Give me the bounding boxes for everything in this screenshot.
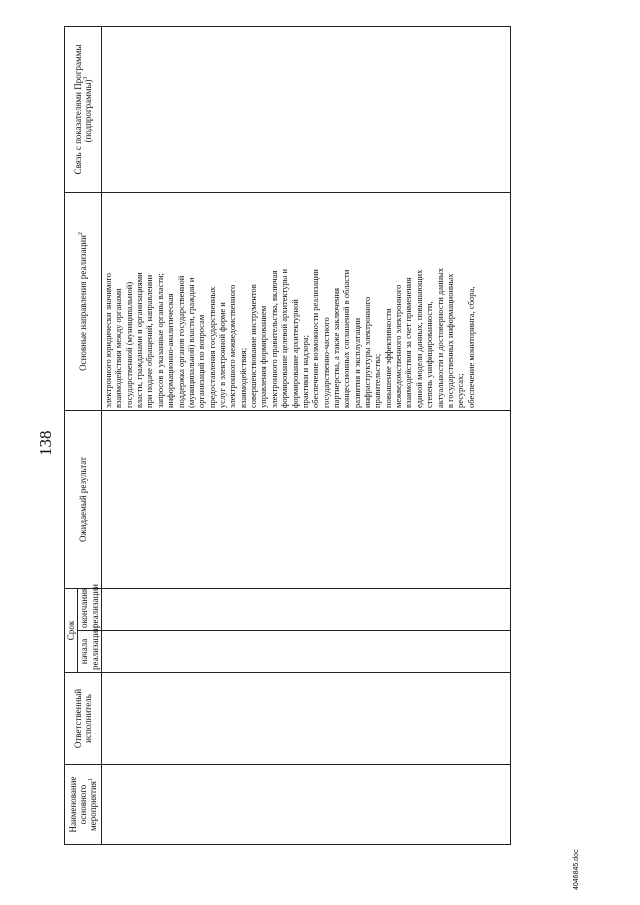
cell-srok-start (102, 631, 511, 673)
directions-line: электронного юридически значимого (103, 272, 114, 408)
cell-srok-end (102, 588, 511, 630)
header-srok: Срок (65, 588, 78, 672)
directions-line: взаимодействия; (237, 347, 248, 408)
directions-line: взаимодействия за счет применения (403, 277, 414, 408)
directions-line: государственно-частного (320, 317, 331, 408)
directions-line: партнерства, а также заключения (330, 287, 341, 408)
cell-indicators-link (102, 26, 511, 192)
cell-executor (102, 673, 511, 765)
header-activity-name: Наименование основного мероприятия$^1$ (65, 765, 102, 845)
cell-main-directions (102, 192, 511, 410)
directions-line: в государственных информационных (444, 273, 455, 408)
header-srok-start: начала реализации (78, 631, 102, 673)
directions-line: поддержка органов государственной (175, 275, 186, 408)
directions-line: электронного правительства, включая (268, 270, 279, 408)
directions-line: повышение эффективности (382, 308, 393, 408)
directions-line: правительства; (372, 353, 383, 408)
directions-line: практики и надзора; (299, 334, 310, 408)
directions-line: предоставления государственных (206, 286, 217, 408)
directions-line: управления формированием (258, 305, 269, 408)
directions-line: организаций по вопросам (196, 314, 207, 408)
directions-line: формирование целевой архитектуры и (279, 268, 290, 408)
directions-line: ресурсах; (455, 373, 466, 408)
file-name: 4046845.doc (573, 849, 580, 890)
cell-expected-result (102, 410, 511, 588)
directions-line: степень унифицированности, (424, 301, 435, 408)
directions-line: развития и эксплуатации (351, 318, 362, 408)
directions-line: электронного межведомственного (227, 284, 238, 408)
directions-line: (муниципальной) власти, граждан и (185, 277, 196, 408)
directions-line: государственной (муниципальной) (123, 281, 134, 408)
directions-line: обеспечение мониторинга, сбора, (465, 286, 476, 408)
directions-line: взаимодействия между органами (113, 288, 124, 408)
directions-line: совершенствование инструментов (248, 284, 259, 408)
directions-line: единой модели данных, повышающих (413, 269, 424, 408)
header-row-1 (65, 26, 78, 844)
directions-line: актуальности и достоверности данных (434, 267, 445, 408)
directions-line: власти, гражданами и организациями (134, 272, 145, 408)
table-row (102, 26, 511, 844)
header-srok-end: окончания реализации (78, 588, 102, 630)
cell-activity-name (102, 765, 511, 845)
directions-line: информационно-аналитическая (165, 293, 176, 408)
rotated-table-container (64, 27, 544, 845)
directions-line: инфраструктуры электронного (362, 296, 373, 408)
header-indicators-link: Связь с показателями Программы (подпрограммы)$^3$ (65, 26, 102, 192)
directions-line: услуг в электронной форме и (216, 302, 227, 408)
page-number: 138 (36, 430, 55, 456)
program-table (64, 26, 511, 845)
directions-line: запросов в указанные органы власти; (154, 273, 165, 408)
directions-line: формирование архитектурной (289, 299, 300, 408)
header-main-directions: Основные направления реализации$^2$ (65, 192, 102, 410)
header-expected-result: Ожидаемый результат (65, 410, 102, 588)
directions-line: обеспечение возможности реализации (310, 269, 321, 408)
directions-line: межведомственного электронного (393, 284, 404, 408)
directions-line: при подаче обращений, направлении (144, 274, 155, 408)
header-executor: Ответственный исполнитель (65, 673, 102, 765)
directions-line: концессионных соглашений в области (341, 269, 352, 408)
